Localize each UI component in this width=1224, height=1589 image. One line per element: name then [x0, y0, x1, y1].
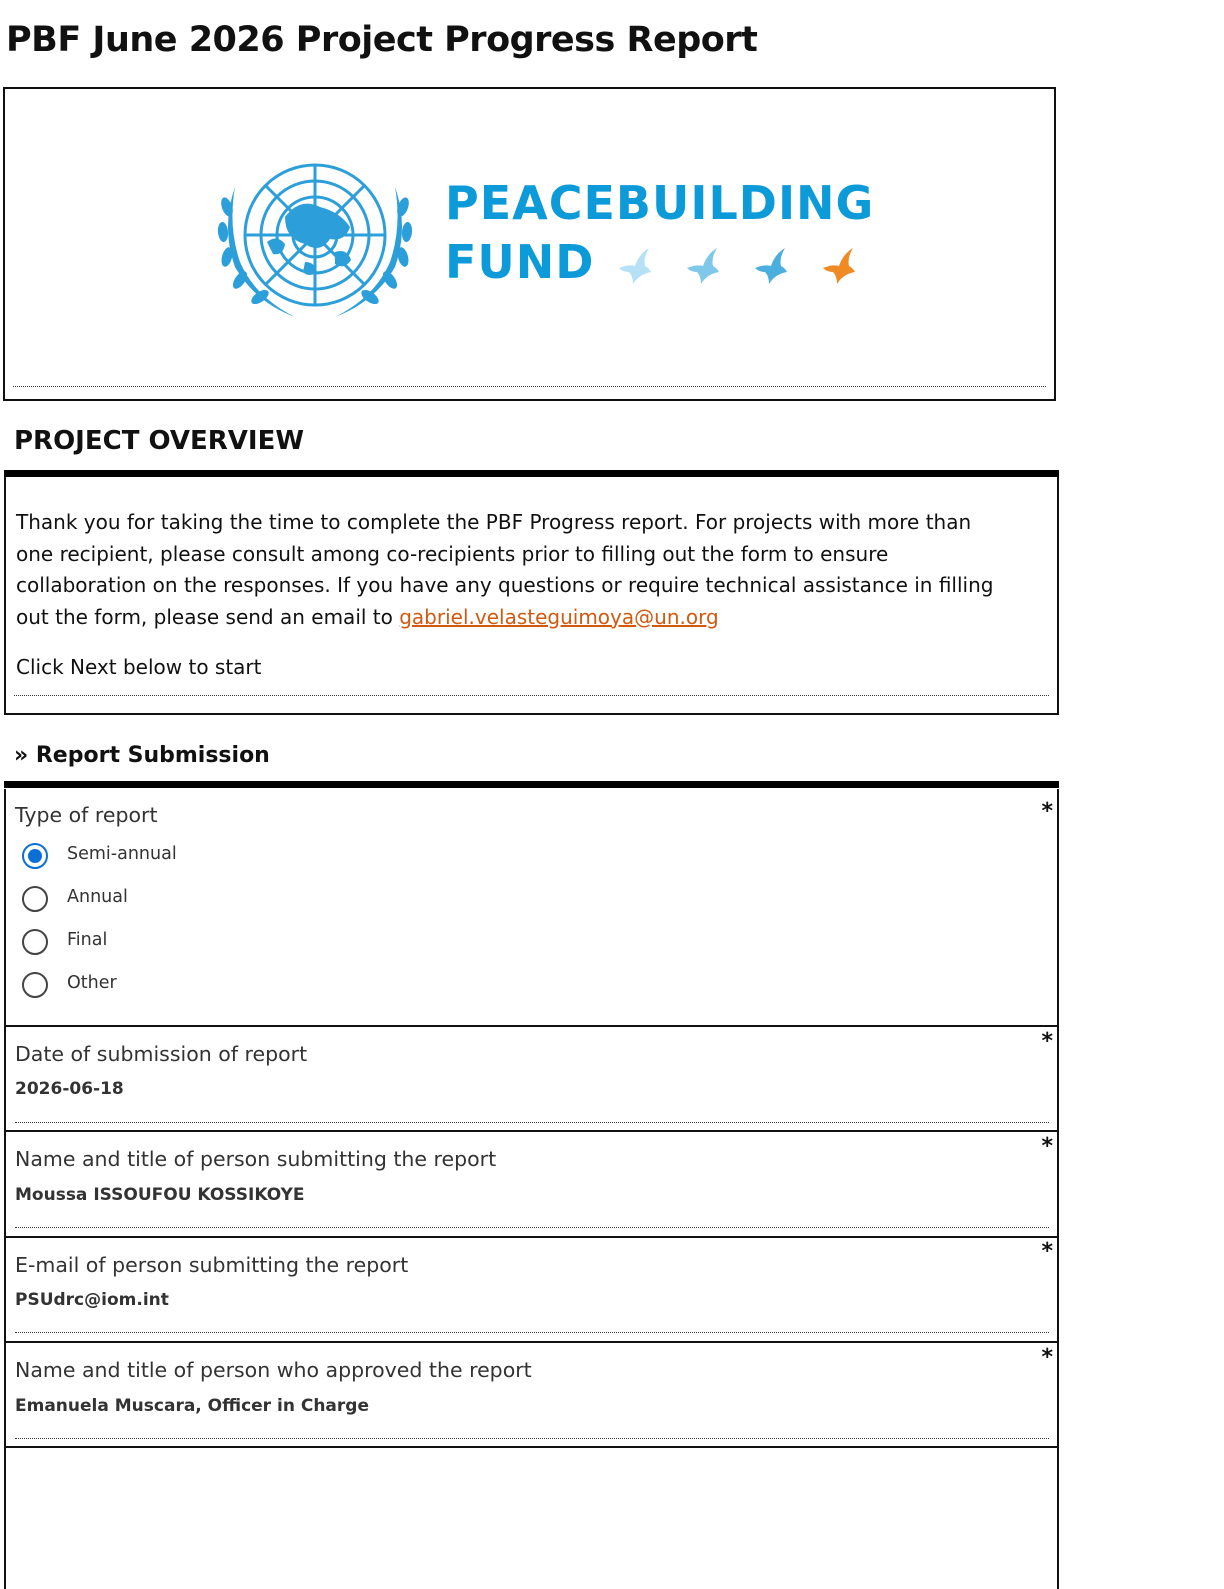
submitter-email-label: E-mail of person submitting the report: [15, 1253, 409, 1277]
click-next-instruction: Click Next below to start: [16, 655, 262, 679]
submitter-name-value[interactable]: Moussa ISSOUFOU KOSSIKOYE: [15, 1185, 305, 1205]
radio-option-semi-annual[interactable]: [20, 841, 280, 873]
question-divider: [6, 1025, 1057, 1027]
dove-icon: [683, 244, 723, 284]
question-divider: [6, 1446, 1057, 1448]
type-of-report-label: Type of report: [15, 803, 158, 827]
intro-text-body: Thank you for taking the time to complete the PBF Progress report. For projects with more than one recipient, please consult among co-recipients prior to filling out the form to ensure collaboration on the responses. If you have any questions or require technical assistance in filling out the form, please send an email to: [16, 510, 994, 629]
divider: [15, 1332, 1049, 1333]
logo-text-peacebuilding: PEACEBUILDING: [445, 176, 875, 230]
required-marker: *: [1041, 1134, 1053, 1159]
un-emblem-icon: [205, 147, 425, 327]
section-heading-project-overview: PROJECT OVERVIEW: [14, 426, 305, 456]
section-divider: [4, 781, 1059, 788]
question-divider: [6, 1236, 1057, 1238]
dove-icon: [615, 244, 655, 284]
radio-label: Annual: [67, 887, 128, 907]
divider: [13, 386, 1046, 387]
intro-text: [16, 507, 1006, 633]
radio-option-annual[interactable]: [20, 884, 280, 916]
radio-option-other[interactable]: [20, 970, 280, 1002]
question-divider: [6, 1341, 1057, 1343]
radio-button-checked[interactable]: [22, 843, 48, 869]
radio-button[interactable]: [22, 886, 48, 912]
required-marker: *: [1041, 1029, 1053, 1054]
report-submission-form: [4, 789, 1059, 1589]
divider: [15, 1122, 1049, 1123]
submitter-name-label: Name and title of person submitting the report: [15, 1147, 497, 1171]
required-marker: *: [1041, 799, 1053, 824]
required-marker: *: [1041, 1239, 1053, 1264]
date-of-submission-value[interactable]: 2026-06-18: [15, 1079, 124, 1099]
divider: [15, 1438, 1049, 1439]
radio-button[interactable]: [22, 972, 48, 998]
radio-label: Final: [67, 930, 108, 950]
section-divider: [4, 470, 1059, 477]
overview-panel: [4, 477, 1059, 715]
section-heading-report-submission: » Report Submission: [14, 743, 270, 768]
radio-label: Other: [67, 973, 117, 993]
approver-name-label: Name and title of person who approved the report: [15, 1358, 532, 1382]
logo-panel: [3, 87, 1056, 401]
question-divider: [6, 1130, 1057, 1132]
radio-label: Semi-annual: [67, 844, 177, 864]
contact-email-link[interactable]: gabriel.velasteguimoya@un.org: [399, 604, 719, 629]
required-marker: *: [1041, 1345, 1053, 1370]
radio-option-final[interactable]: [20, 927, 280, 959]
logo-text-fund: FUND: [445, 235, 595, 289]
dove-icon: [751, 244, 791, 284]
divider: [14, 695, 1049, 696]
approver-name-value[interactable]: Emanuela Muscara, Officer in Charge: [15, 1396, 369, 1416]
submitter-email-value[interactable]: PSUdrc@iom.int: [15, 1290, 169, 1310]
radio-button[interactable]: [22, 929, 48, 955]
page-title: PBF June 2026 Project Progress Report: [6, 20, 758, 60]
dove-icon: [819, 244, 859, 284]
date-of-submission-label: Date of submission of report: [15, 1042, 308, 1066]
divider: [15, 1227, 1049, 1228]
